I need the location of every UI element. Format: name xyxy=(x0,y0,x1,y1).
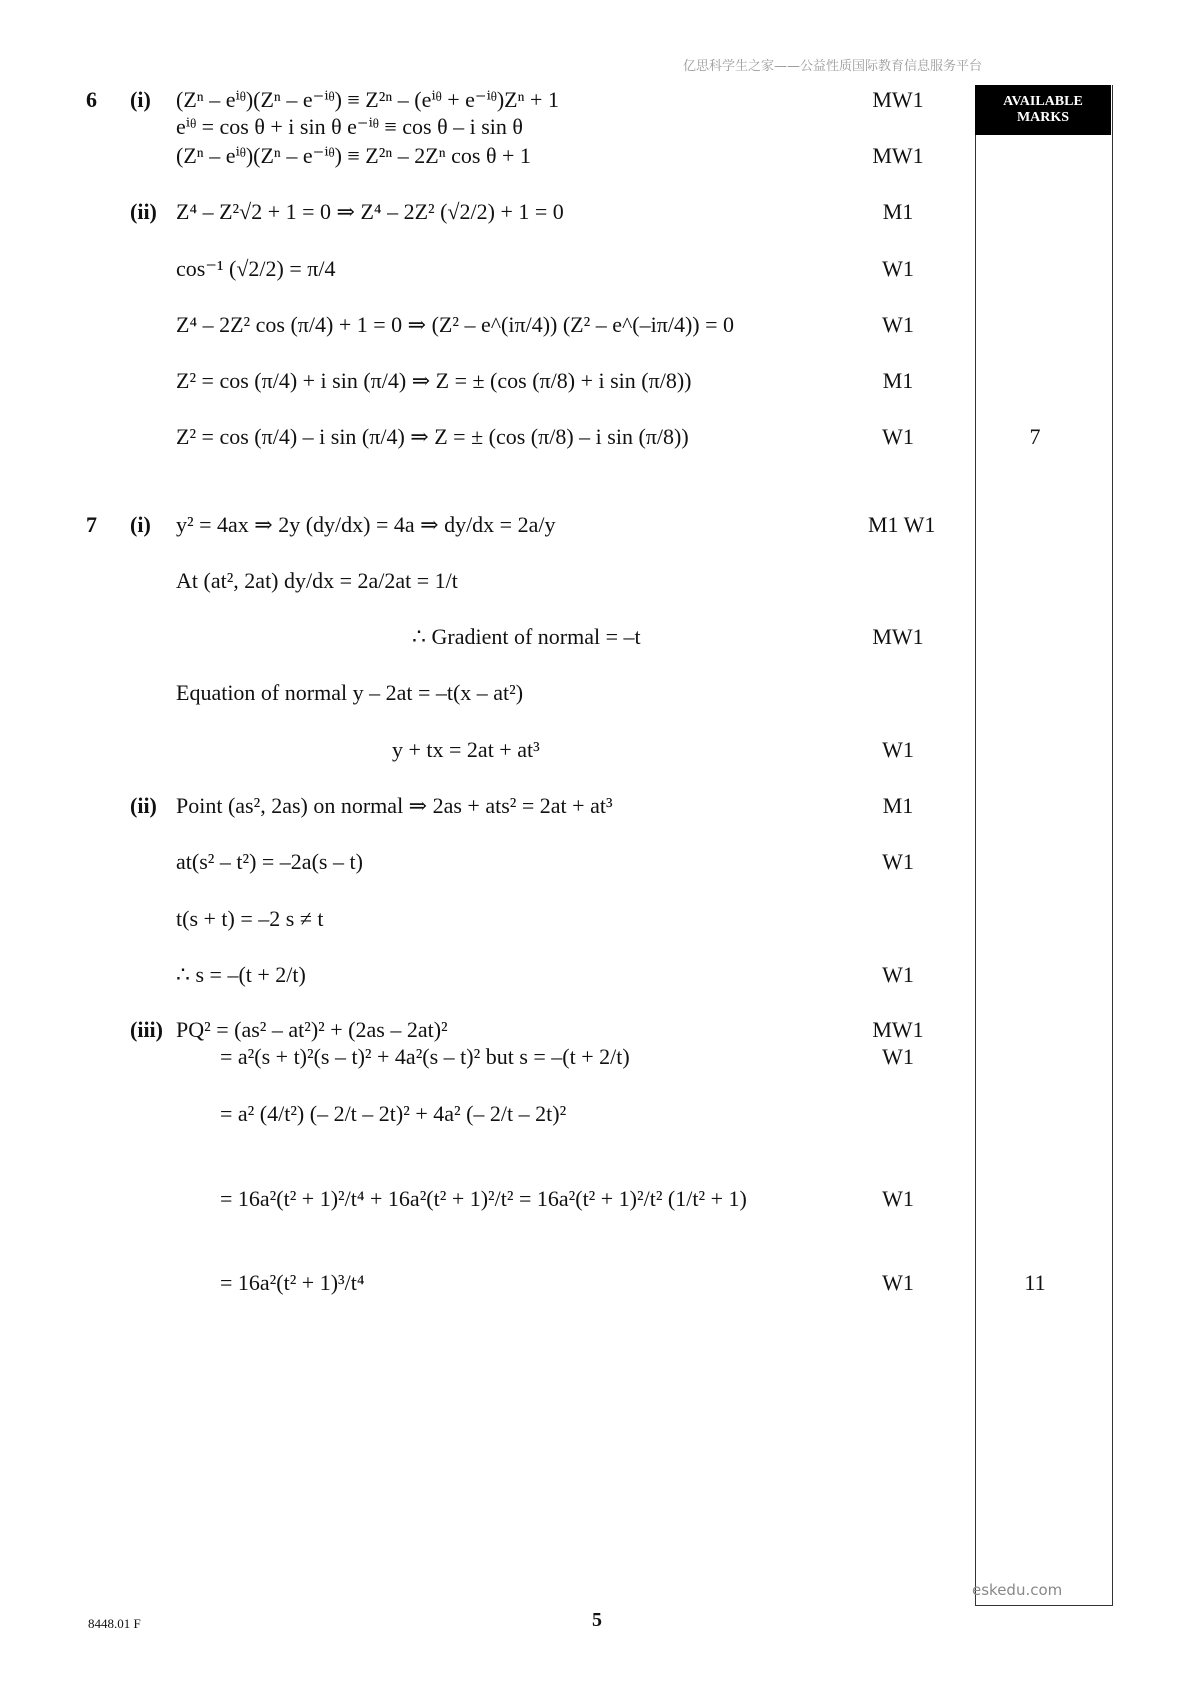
q6-part-ii-label: (ii) xyxy=(130,199,157,224)
footer-code: 8448.01 F xyxy=(88,1616,141,1631)
q7-mark: W1 xyxy=(882,962,914,987)
q6-mark: W1 xyxy=(882,424,914,449)
q7-part-i-label: (i) xyxy=(130,512,151,537)
available-marks-column xyxy=(975,85,1113,1606)
q7-i-line2: At (at², 2at) dy/dx = 2a/2at = 1/t xyxy=(176,568,458,593)
q7-i-line1: y² = 4ax ⇒ 2y (dy/dx) = 4a ⇒ dy/dx = 2a/y xyxy=(176,512,556,537)
q7-i-line5: y + tx = 2at + at³ xyxy=(392,737,540,762)
q6-mark: M1 xyxy=(882,368,914,393)
q7-total: 11 xyxy=(1024,1270,1046,1295)
q7-part-iii-label: (iii) xyxy=(130,1017,163,1042)
q6-ii-line1: Z⁴ – Z²√2 + 1 = 0 ⇒ Z⁴ – 2Z² (√2/2) + 1 = 0 xyxy=(176,199,564,224)
q6-mark: W1 xyxy=(882,256,914,281)
q6-mark: W1 xyxy=(882,312,914,337)
q6-i-line1: (Zⁿ – eⁱᶿ)(Zⁿ – e⁻ⁱᶿ) ≡ Z²ⁿ – (eⁱᶿ + e⁻ⁱᶿ)Zⁿ + 1 xyxy=(176,87,559,112)
q7-iii-line4: = 16a²(t² + 1)²/t⁴ + 16a²(t² + 1)²/t² = 16a²(t² + 1)²/t² (1/t² + 1) xyxy=(220,1186,747,1211)
q6-ii-line2: cos⁻¹ (√2/2) = π/4 xyxy=(176,256,336,281)
q7-mark: W1 xyxy=(882,1186,914,1211)
q6-number: 6 xyxy=(86,87,97,112)
q6-mark: M1 xyxy=(882,199,914,224)
q6-mark: MW1 xyxy=(872,143,924,168)
q6-part-i-label: (i) xyxy=(130,87,151,112)
footer-page-number: 5 xyxy=(592,1609,602,1631)
q7-iii-line2: = a²(s + t)²(s – t)² + 4a²(s – t)² but s = –(t + 2/t) xyxy=(220,1044,630,1069)
q7-mark: M1 W1 xyxy=(868,512,936,537)
q7-part-ii-label: (ii) xyxy=(130,793,157,818)
q6-ii-line5: Z² = cos (π/4) – i sin (π/4) ⇒ Z = ± (cos (π/8) – i sin (π/8)) xyxy=(176,424,689,449)
q7-mark: MW1 xyxy=(872,1017,924,1042)
available-marks-header xyxy=(975,85,1111,135)
q7-mark: MW1 xyxy=(872,624,924,649)
q7-mark: W1 xyxy=(882,1270,914,1295)
q7-iii-line3: = a² (4/t²) (– 2/t – 2t)² + 4a² (– 2/t – 2t)² xyxy=(220,1101,567,1126)
q7-mark: W1 xyxy=(882,849,914,874)
q7-mark: W1 xyxy=(882,737,914,762)
q6-i-line2: eⁱᶿ = cos θ + i sin θ e⁻ⁱᶿ ≡ cos θ – i sin θ xyxy=(176,114,523,139)
q7-ii-line3: t(s + t) = –2 s ≠ t xyxy=(176,906,324,931)
q7-i-line3: ∴ Gradient of normal = –t xyxy=(412,624,641,649)
q7-mark: M1 xyxy=(882,793,914,818)
q7-iii-line5: = 16a²(t² + 1)³/t⁴ xyxy=(220,1270,365,1295)
footer-site: eskedu.com xyxy=(972,1581,1063,1599)
q6-ii-line3: Z⁴ – 2Z² cos (π/4) + 1 = 0 ⇒ (Z² – e^(iπ/4)) (Z² – e^(–iπ/4)) = 0 xyxy=(176,312,735,337)
q7-i-line4: Equation of normal y – 2at = –t(x – at²) xyxy=(176,680,524,705)
q7-ii-line1: Point (as², 2as) on normal ⇒ 2as + ats² = 2at + at³ xyxy=(176,793,613,818)
header-watermark: 亿思科学生之家——公益性质国际教育信息服务平台 xyxy=(683,59,983,74)
q7-ii-line4: ∴ s = –(t + 2/t) xyxy=(176,962,306,987)
q6-i-line3: (Zⁿ – eⁱᶿ)(Zⁿ – e⁻ⁱᶿ) ≡ Z²ⁿ – 2Zⁿ cos θ + 1 xyxy=(176,143,531,168)
q7-ii-line2: at(s² – t²) = –2a(s – t) xyxy=(176,849,363,874)
q7-number: 7 xyxy=(86,512,97,537)
q6-ii-line4: Z² = cos (π/4) + i sin (π/4) ⇒ Z = ± (cos (π/8) + i sin (π/8)) xyxy=(176,368,692,393)
q7-iii-line1: PQ² = (as² – at²)² + (2as – 2at)² xyxy=(176,1017,448,1042)
q6-mark: MW1 xyxy=(872,87,924,112)
available-marks-label: AVAILABLE MARKS xyxy=(1003,94,1083,125)
q7-mark: W1 xyxy=(882,1044,914,1069)
q6-total: 7 xyxy=(1029,424,1041,449)
